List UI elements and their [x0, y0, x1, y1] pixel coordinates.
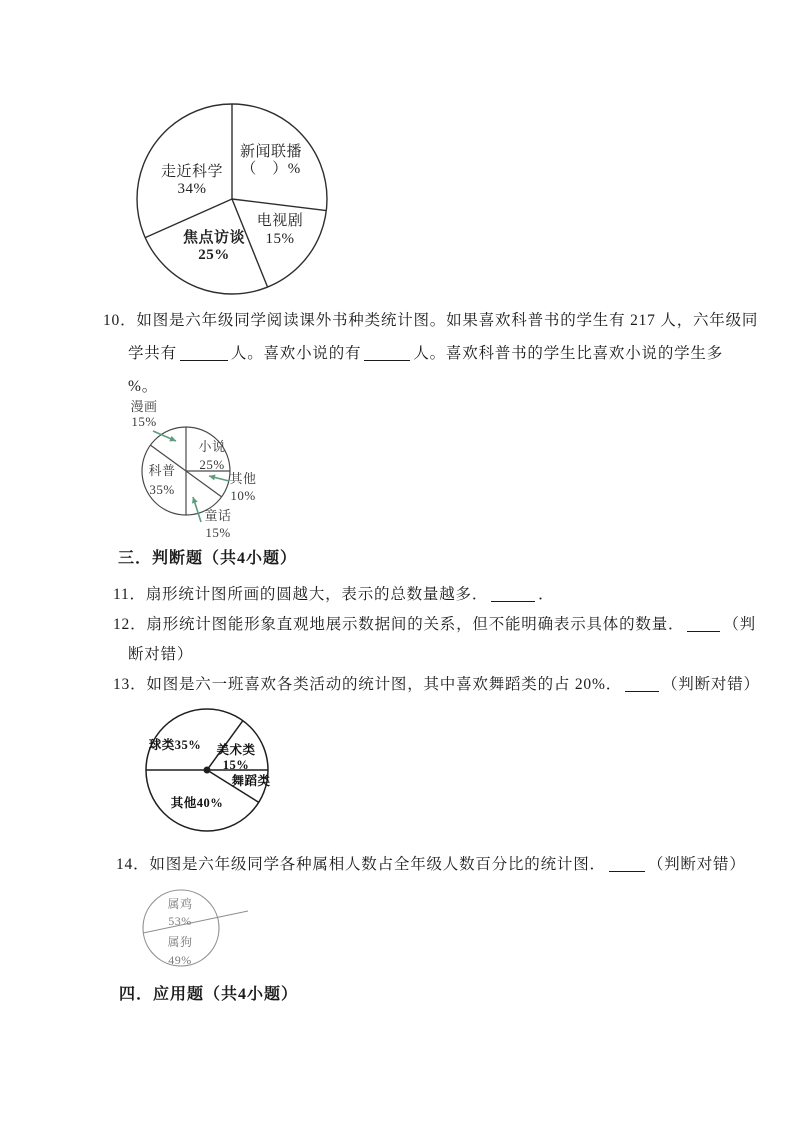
question-14 — [116, 855, 746, 875]
question-text: （判断对错） — [662, 676, 760, 693]
pie-chart-zodiac — [115, 885, 270, 980]
answer-blank — [491, 586, 535, 603]
question-text: 13．如图是六一班喜欢各类活动的统计图，其中喜欢舞蹈类的占 20%． — [113, 676, 622, 693]
section-judgment-heading: 三．判断题（共4小题） — [118, 550, 298, 567]
answer-blank — [609, 856, 645, 873]
question-12-line-1 — [113, 615, 756, 635]
svg-text:焦点访谈25%: 焦点访谈 25% — [182, 230, 246, 263]
svg-text:新闻联播（ ）%: 新闻联播（ ）% — [239, 144, 303, 177]
answer-blank — [364, 345, 410, 362]
question-text: （判 — [723, 616, 756, 633]
answer-blank — [625, 676, 659, 693]
pie-chart-class-activities — [130, 695, 295, 835]
svg-text:电视剧15%: 电视剧 15% — [256, 213, 304, 247]
question-text: （判断对错） — [647, 856, 746, 873]
question-11 — [113, 585, 554, 605]
question-text: 12．扇形统计图能形象直观地展示数据间的关系，但不能明确表示具体的数量． — [113, 616, 685, 633]
question-text: 学共有 — [128, 345, 177, 362]
question-10-line-1: 10．如图是六年级同学阅读课外书种类统计图。如果喜欢科普书的学生有 217 人，六年级同 — [103, 312, 759, 329]
svg-text:其他40%: 其他40% — [170, 796, 224, 810]
pie-chart-book-types — [108, 393, 298, 553]
svg-text:属鸡53%: 属鸡 53% — [167, 897, 193, 928]
question-text: 人。喜欢科普书的学生比喜欢小说的学生多 — [413, 345, 724, 362]
svg-text:美术类15%: 美术类 15% — [216, 743, 256, 772]
question-10-line-2 — [128, 344, 723, 364]
question-text: 人。喜欢小说的有 — [230, 345, 362, 362]
question-text: 11．扇形统计图所画的圆越大，表示的总数量越多． — [113, 586, 489, 603]
svg-text:漫画15%: 漫画 15% — [130, 399, 158, 429]
question-text: 14．如图是六年级同学各种属相人数占全年级人数百分比的统计图． — [116, 856, 606, 873]
svg-text:小说25%: 小说 25% — [198, 439, 226, 472]
question-text: ． — [538, 586, 555, 603]
section-application-heading: 四．应用题（共4小题） — [119, 986, 299, 1003]
svg-text:舞蹈类: 舞蹈类 — [231, 774, 271, 788]
question-13 — [113, 675, 760, 695]
pie-chart-tv-programs — [130, 95, 365, 307]
svg-text:科普35%: 科普 35% — [148, 463, 176, 497]
svg-text:球类35%: 球类35% — [148, 738, 202, 752]
svg-text:其他10%: 其他 10% — [229, 471, 257, 503]
svg-text:属狗49%: 属狗 49% — [167, 935, 193, 967]
question-12-line-2: 断对错） — [128, 646, 194, 663]
answer-blank — [687, 616, 720, 633]
question-10-line-3: %。 — [128, 378, 159, 395]
answer-blank — [180, 345, 228, 362]
svg-text:童话15%: 童话 15% — [204, 508, 232, 540]
svg-text:走近科学34%: 走近科学 34% — [160, 164, 224, 197]
